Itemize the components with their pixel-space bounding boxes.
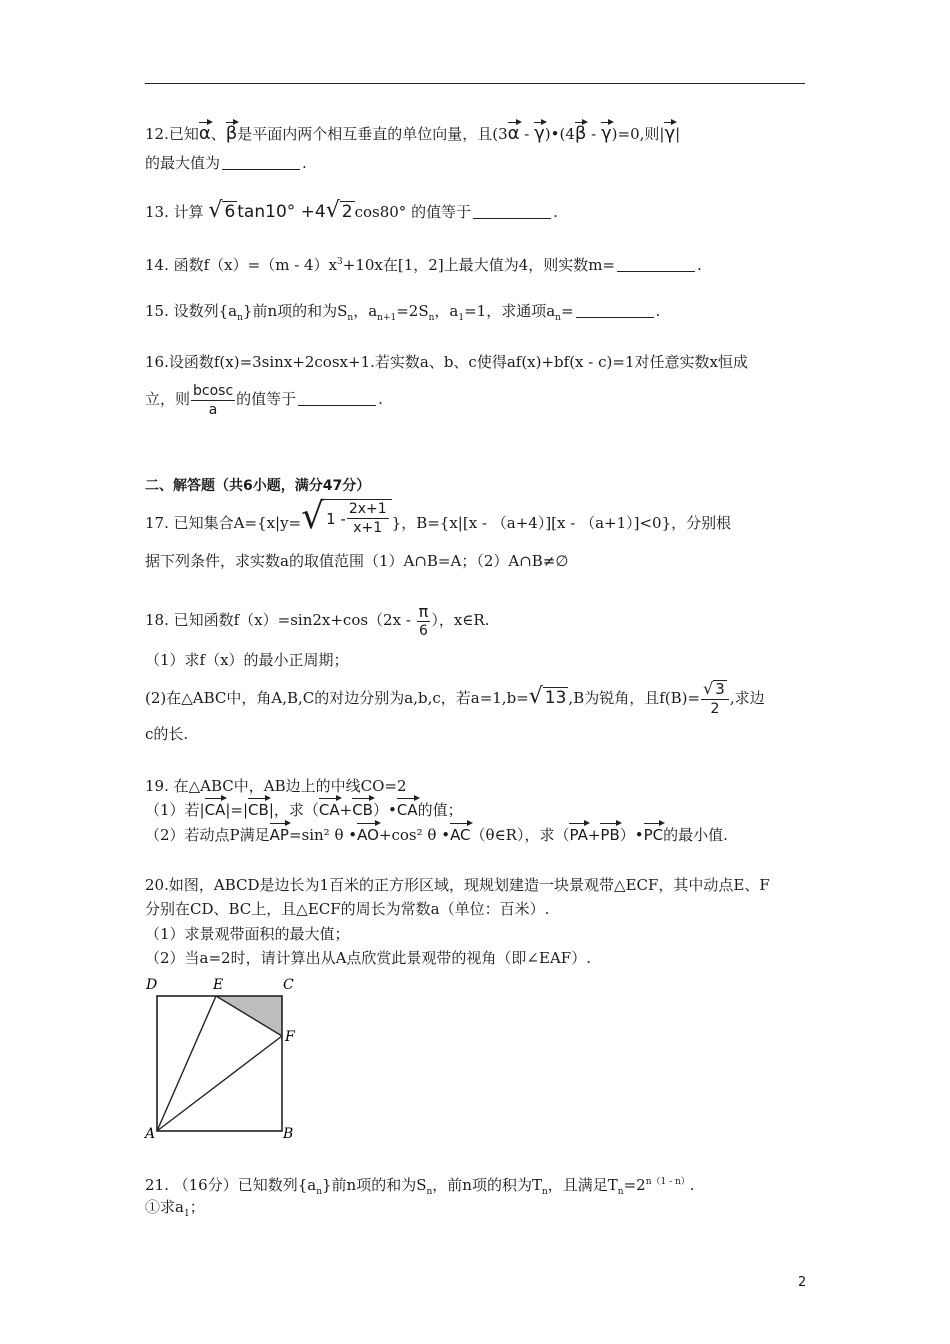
label-c: C <box>283 977 294 993</box>
problem-19-q2: （2）若动点P满足AP=sin² θ •AO+cos² θ •AC（θ∈R），求（PA+PB）•PC的最小值. <box>145 826 728 844</box>
problem-18-q1: （1）求f（x）的最小正周期； <box>145 651 349 669</box>
problem-20-q1: （1）求景观带面积的最大值； <box>145 925 350 943</box>
problem-17-line-2: 据下列条件，求实数a的取值范围（1）A∩B=A；（2）A∩B≠∅ <box>145 552 569 570</box>
segment-af <box>157 1036 282 1131</box>
problem-12-line-2: 的最大值为 . <box>145 154 307 172</box>
answer-blank <box>473 204 551 219</box>
problem-17-line-1: 17. 已知集合A={x|y= √ 1 - $\frac{2x+1}{x+1}$ }，B={x|[x - （a+4）][x - （a+1）]<0}，分别根 <box>145 496 732 537</box>
answer-blank <box>576 303 654 318</box>
problem-20-line-2: 分别在CD、BC上，且△ECF的周长为常数a（单位：百米）. <box>145 900 550 918</box>
problem-18-line-1: 18. 已知函数f（x）=sin2x+cos（2x - $\frac{\pi}{6}$ ），x∈R. <box>145 601 490 639</box>
section-heading: 二、解答题（共6小题，满分47分） <box>145 478 371 494</box>
page-number: 2 <box>798 1275 807 1290</box>
problem-20-q2: （2）当a=2时，请计算出从A点欣赏此景观带的视角（即∠EAF）. <box>145 949 591 967</box>
problem-16-line-2: 立，则 $\frac{bcosc}{a}$ 的值等于 . <box>145 382 383 418</box>
answer-blank <box>298 391 376 406</box>
label-e: E <box>213 977 224 993</box>
label-d: D <box>146 977 158 993</box>
square-figure <box>140 972 310 1148</box>
problem-21-line-1: 21. （16分）已知数列$\{a_n\}$前n项的和为$S_n$，前n项的积为$T_n$，且满足$T_n=2^{n(1 - n)}$. <box>145 1176 695 1197</box>
problem-16-line-1: 16.设函数f(x)=3sinx+2cosx+1.若实数a、b、c使得af(x)+bf(x - c)=1对任意实数x恒成 <box>145 353 748 371</box>
problem-19-q1: （1）若|CA|=|CB|，求（CA+CB）•CA的值； <box>145 801 463 819</box>
label-b: B <box>283 1126 294 1142</box>
problem-14: 14. 函数$f(x)=(m - 4)x^3+10x$在[1，2]上最大值为4，则实数m= . <box>145 256 702 274</box>
fraction-bcosc-a: $\frac{bcosc}{a}$ <box>193 382 234 418</box>
header-rule <box>145 83 805 84</box>
fraction-sqrt3-2: √ 3 2 <box>701 680 729 718</box>
problem-19-line-1: 19. 在△ABC中，AB边上的中线CO=2 <box>145 777 407 795</box>
problem-20-line-1: 20.如图，ABCD是边长为1百米的正方形区域，现规划建造一块景观带△ECF，其中动点E、F <box>145 876 770 894</box>
segment-ae <box>157 996 216 1131</box>
sqrt-6: √ 6 <box>208 198 236 223</box>
problem-18-q2: (2)在△ABC中，角A,B,C的对边分别为a,b,c，若a=1,b= √ 13 ,B为锐角，且f(B)= √ 3 2 ,求边 <box>145 679 765 717</box>
problem-15: 15. 设数列$\{a_n\}$前n项的和为$S_n$，$a_{n+1}=2S_n$，$a_1=1$，求通项$a_n=$ . <box>145 302 661 323</box>
answer-blank <box>617 257 695 272</box>
problem-13: 13. 计算 √ 6 tan10° +4 √ 2 cos80° 的值等于 . <box>145 198 558 223</box>
answer-blank <box>222 155 300 170</box>
problem-21-line-2: ①求$a_1$； <box>145 1198 205 1219</box>
sqrt-13: √ 13 <box>528 684 567 709</box>
fraction-pi-6: $\frac{\pi}{6}$ <box>418 601 429 639</box>
problem-18-line-4: c的长. <box>145 725 189 743</box>
label-f: F <box>285 1029 295 1045</box>
label-a: A <box>145 1126 156 1142</box>
sqrt-expression: √ 1 - $\frac{2x+1}{x+1}$ <box>301 497 392 537</box>
sqrt-2: √ 2 <box>325 198 353 223</box>
problem-12-line-1: 12.已知α、β是平面内两个相互垂直的单位向量，且(3α - γ)•(4β - γ)=0,则|γ| <box>145 123 681 144</box>
